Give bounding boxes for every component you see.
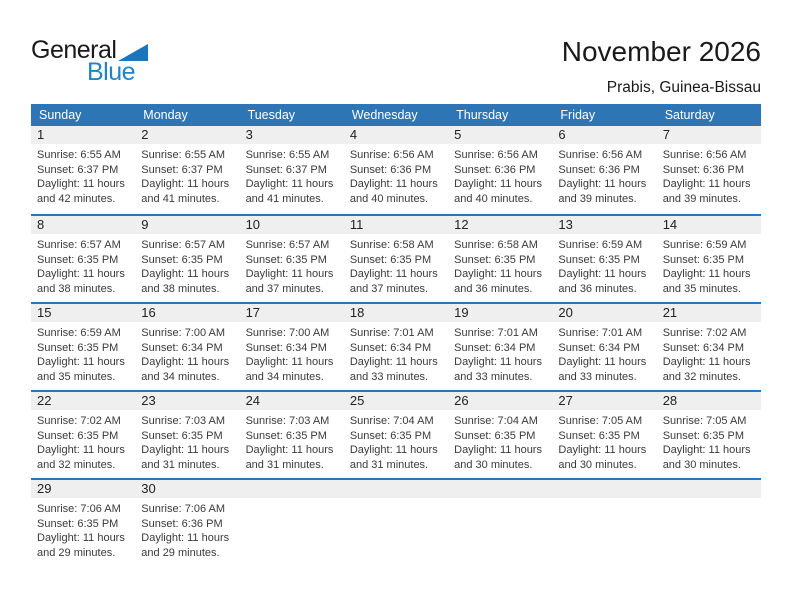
day-number: 24: [240, 392, 344, 410]
day-number: 16: [135, 304, 239, 322]
day-sun-details: Sunrise: 7:00 AM Sunset: 6:34 PM Daylight: 11 hours and 34 minutes.: [245, 327, 334, 383]
day-number: 15: [31, 304, 135, 322]
week-row-2: [31, 214, 761, 302]
day-sun-details: Sunrise: 6:59 AM Sunset: 6:35 PM Daylight: 11 hours and 35 minutes.: [37, 327, 125, 383]
day-sun-details: Sunrise: 6:56 AM Sunset: 6:36 PM Daylight: 11 hours and 40 minutes.: [349, 149, 438, 205]
calendar-day-cell-8: [31, 216, 135, 302]
weekday-header-sunday: Sunday: [39, 108, 82, 122]
calendar-day-cell-30: [135, 480, 239, 566]
weekday-header-friday: Friday: [560, 108, 596, 122]
calendar-day-cell-16: [135, 304, 239, 390]
calendar-day-cell-14: [657, 216, 761, 302]
calendar-day-cell-18: [344, 304, 448, 390]
general-blue-logo: [31, 38, 148, 85]
day-sun-details: Sunrise: 7:03 AM Sunset: 6:35 PM Daylight: 11 hours and 31 minutes.: [245, 415, 334, 471]
day-number: 2: [135, 126, 239, 144]
calendar-day-cell-4: [344, 126, 448, 214]
calendar-day-cell-20: [552, 304, 656, 390]
calendar-grid: [31, 126, 761, 566]
day-number: 4: [344, 126, 448, 144]
calendar-day-cell-6: [552, 126, 656, 214]
day-number: 5: [448, 126, 552, 144]
calendar-day-cell-23: [135, 392, 239, 478]
day-sun-details: Sunrise: 6:55 AM Sunset: 6:37 PM Daylight: 11 hours and 42 minutes.: [37, 149, 125, 205]
day-sun-details: Sunrise: 7:06 AM Sunset: 6:36 PM Daylight: 11 hours and 29 minutes.: [141, 503, 230, 559]
day-sun-details: Sunrise: 7:02 AM Sunset: 6:34 PM Daylight: 11 hours and 32 minutes.: [662, 327, 751, 383]
day-number: 27: [552, 392, 656, 410]
day-number: 17: [240, 304, 344, 322]
calendar-day-cell-empty: [240, 480, 344, 566]
day-sun-details: Sunrise: 6:56 AM Sunset: 6:36 PM Daylight: 11 hours and 39 minutes.: [558, 149, 647, 205]
logo-text-general: General: [31, 36, 117, 64]
day-number: 25: [344, 392, 448, 410]
calendar-day-cell-13: [552, 216, 656, 302]
calendar-day-cell-26: [448, 392, 552, 478]
week-row-5: [31, 478, 761, 566]
day-sun-details: Sunrise: 7:04 AM Sunset: 6:35 PM Daylight: 11 hours and 30 minutes.: [454, 415, 542, 471]
day-sun-details: Sunrise: 7:01 AM Sunset: 6:34 PM Daylight: 11 hours and 33 minutes.: [454, 327, 542, 383]
day-number: 7: [657, 126, 761, 144]
calendar-day-cell-1: [31, 126, 135, 214]
day-sun-details: Sunrise: 6:55 AM Sunset: 6:37 PM Daylight: 11 hours and 41 minutes.: [141, 149, 230, 205]
day-sun-details: Sunrise: 6:58 AM Sunset: 6:35 PM Daylight: 11 hours and 36 minutes.: [454, 239, 542, 295]
day-number: 13: [552, 216, 656, 234]
page-title: November 2026: [561, 36, 761, 67]
day-number: 26: [448, 392, 552, 410]
day-sun-details: Sunrise: 7:01 AM Sunset: 6:34 PM Daylight: 11 hours and 33 minutes.: [349, 327, 438, 383]
weekday-header-tuesday: Tuesday: [247, 108, 296, 122]
day-number: 9: [135, 216, 239, 234]
day-number: 8: [31, 216, 135, 234]
calendar-day-cell-25: [344, 392, 448, 478]
day-sun-details: Sunrise: 6:58 AM Sunset: 6:35 PM Daylight: 11 hours and 37 minutes.: [349, 239, 438, 295]
day-number: 3: [240, 126, 344, 144]
day-sun-details: Sunrise: 6:59 AM Sunset: 6:35 PM Daylight: 11 hours and 36 minutes.: [558, 239, 647, 295]
day-number: 20: [552, 304, 656, 322]
day-sun-details: Sunrise: 7:05 AM Sunset: 6:35 PM Daylight: 11 hours and 30 minutes.: [662, 415, 751, 471]
day-sun-details: Sunrise: 7:02 AM Sunset: 6:35 PM Daylight: 11 hours and 32 minutes.: [37, 415, 125, 471]
calendar-table: [31, 104, 761, 566]
title-block: [562, 36, 761, 97]
calendar-day-cell-27: [552, 392, 656, 478]
week-row-1: [31, 126, 761, 214]
day-number: 10: [240, 216, 344, 234]
calendar-day-cell-12: [448, 216, 552, 302]
calendar-day-cell-5: [448, 126, 552, 214]
day-number: 29: [31, 480, 135, 498]
day-number: [448, 480, 552, 498]
day-number: [240, 480, 344, 498]
day-sun-details: Sunrise: 7:01 AM Sunset: 6:34 PM Daylight: 11 hours and 33 minutes.: [558, 327, 647, 383]
logo-text-blue: Blue: [87, 58, 136, 86]
weekday-header-row: [31, 104, 761, 126]
calendar-day-cell-28: [657, 392, 761, 478]
day-sun-details: Sunrise: 6:57 AM Sunset: 6:35 PM Daylight: 11 hours and 37 minutes.: [245, 239, 334, 295]
calendar-day-cell-15: [31, 304, 135, 390]
day-sun-details: Sunrise: 6:57 AM Sunset: 6:35 PM Daylight: 11 hours and 38 minutes.: [141, 239, 230, 295]
calendar-day-cell-2: [135, 126, 239, 214]
calendar-day-cell-19: [448, 304, 552, 390]
calendar-day-cell-10: [240, 216, 344, 302]
calendar-day-cell-29: [31, 480, 135, 566]
day-number: [344, 480, 448, 498]
calendar-day-cell-3: [240, 126, 344, 214]
day-number: 1: [31, 126, 135, 144]
day-sun-details: Sunrise: 7:03 AM Sunset: 6:35 PM Daylight: 11 hours and 31 minutes.: [141, 415, 230, 471]
day-number: 23: [135, 392, 239, 410]
day-number: 19: [448, 304, 552, 322]
day-sun-details: Sunrise: 6:56 AM Sunset: 6:36 PM Daylight: 11 hours and 39 minutes.: [662, 149, 751, 205]
day-sun-details: Sunrise: 6:56 AM Sunset: 6:36 PM Daylight: 11 hours and 40 minutes.: [454, 149, 542, 205]
weekday-header-thursday: Thursday: [456, 108, 509, 122]
day-number: [552, 480, 656, 498]
day-number: 30: [135, 480, 239, 498]
day-sun-details: Sunrise: 6:59 AM Sunset: 6:35 PM Daylight: 11 hours and 35 minutes.: [662, 239, 751, 295]
day-sun-details: Sunrise: 6:55 AM Sunset: 6:37 PM Daylight: 11 hours and 41 minutes.: [245, 149, 334, 205]
calendar-day-cell-7: [657, 126, 761, 214]
calendar-day-cell-22: [31, 392, 135, 478]
calendar-day-cell-empty: [657, 480, 761, 566]
day-sun-details: Sunrise: 7:00 AM Sunset: 6:34 PM Daylight: 11 hours and 34 minutes.: [141, 327, 230, 383]
page-subtitle: Prabis, Guinea-Bissau: [606, 79, 761, 96]
day-number: 6: [552, 126, 656, 144]
day-number: 22: [31, 392, 135, 410]
day-number: 28: [657, 392, 761, 410]
calendar-day-cell-11: [344, 216, 448, 302]
week-row-3: [31, 302, 761, 390]
day-number: 18: [344, 304, 448, 322]
day-number: 14: [657, 216, 761, 234]
day-number: 11: [344, 216, 448, 234]
week-row-4: [31, 390, 761, 478]
weekday-header-monday: Monday: [143, 108, 188, 122]
calendar-day-cell-24: [240, 392, 344, 478]
day-sun-details: Sunrise: 7:05 AM Sunset: 6:35 PM Daylight: 11 hours and 30 minutes.: [558, 415, 647, 471]
day-number: 21: [657, 304, 761, 322]
calendar-day-cell-empty: [448, 480, 552, 566]
day-sun-details: Sunrise: 7:06 AM Sunset: 6:35 PM Daylight: 11 hours and 29 minutes.: [37, 503, 125, 559]
calendar-day-cell-17: [240, 304, 344, 390]
calendar-day-cell-9: [135, 216, 239, 302]
calendar-day-cell-empty: [552, 480, 656, 566]
weekday-header-saturday: Saturday: [664, 108, 715, 122]
calendar-day-cell-empty: [344, 480, 448, 566]
weekday-header-wednesday: Wednesday: [351, 108, 418, 122]
day-number: [657, 480, 761, 498]
day-sun-details: Sunrise: 6:57 AM Sunset: 6:35 PM Daylight: 11 hours and 38 minutes.: [37, 239, 125, 295]
calendar-day-cell-21: [657, 304, 761, 390]
day-number: 12: [448, 216, 552, 234]
day-sun-details: Sunrise: 7:04 AM Sunset: 6:35 PM Daylight: 11 hours and 31 minutes.: [349, 415, 438, 471]
